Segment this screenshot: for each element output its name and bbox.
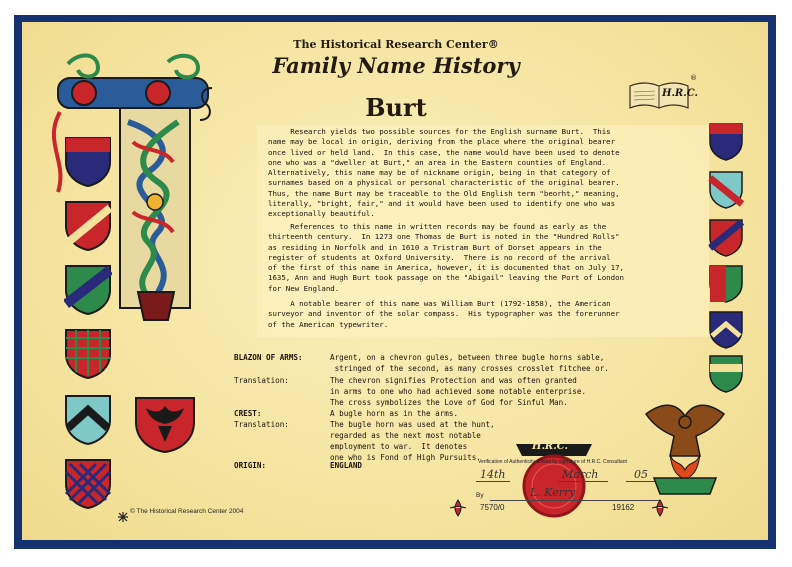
translation-crest-text: The bugle horn was used at the hunt, regarded as the next most notable employment to war. It denotes one who is Fond of High Pursuits. bbox=[330, 420, 495, 462]
date-day: 14th bbox=[480, 468, 506, 481]
history-paragraph-1: Research yields two possible sources for the English surname Burt. This name may be local in origin, deriving from the place where the original bearer once lived or held land. In this case, the name would have been used to denote one who was a "dweller at Burt," an area in the Eastern counties of England. Alternatively, this name may be of nickname origin, being in that category of surnames based on a physical or personal characteristic of the original bearer. Thus, the name Burt may be traceable to the Old English term "beorht," meaning, literally, "bright, fair," and it would have been used to identify one who was exceptionally beautiful. bbox=[268, 127, 620, 219]
scroll-ornament bbox=[196, 84, 216, 124]
signature: L. Kerry bbox=[530, 486, 576, 499]
signature-line bbox=[490, 500, 660, 501]
fleur-ornament-icon bbox=[448, 498, 468, 522]
open-book-icon bbox=[628, 74, 698, 114]
signature-by-label: By bbox=[476, 492, 484, 499]
badge-trademark: ® bbox=[690, 74, 697, 82]
heraldic-shield-icon bbox=[708, 122, 744, 166]
document-title: Family Name History bbox=[272, 53, 520, 78]
phoenix-crest-icon bbox=[132, 392, 198, 454]
date-year: 05 bbox=[634, 468, 648, 481]
date-day-line bbox=[476, 481, 510, 482]
translation-arms-text: The chevron signifies Protection and was often granted in arms to one who had achieved some notable enterprise. The cross symbolizes the Love of God for Sinful Man. bbox=[330, 376, 587, 407]
heraldic-shield-icon bbox=[708, 170, 744, 214]
certificate-number-left: 7570/0 bbox=[480, 503, 505, 512]
history-paragraph-2: References to this name in written records may be found as early as the thirteenth century. In 1273 one Thomas de Burt is noted in the "Hundred Rolls" as residing in Norfolk and in 1610 a Tristram Burt of Dorset appears in the register of students at Oxford University. There is no record of the arrival of the first of this name in America, however, it is documented that on July 17, 1635, Ann and Hugh Burt took passage on the "Abigail" leaving the Port of London for New England. bbox=[268, 222, 624, 293]
date-month-line bbox=[558, 481, 608, 482]
badge-initials: H.R.C. bbox=[662, 88, 698, 99]
date-month: March bbox=[562, 468, 599, 481]
seal-initials: H.R.C. bbox=[532, 441, 568, 452]
heraldic-shield-icon bbox=[64, 394, 112, 450]
heraldic-shield-icon bbox=[64, 458, 112, 514]
label-blazon: BLAZON OF ARMS: bbox=[234, 353, 303, 362]
label-translation-arms: Translation: bbox=[234, 376, 289, 385]
blazon-arms-text: Argent, on a chevron gules, between three bugle horns sable, stringed of the second, as many crosses crosslet fitchee or. bbox=[330, 353, 609, 373]
crest-text: A bugle horn as in the arms. bbox=[330, 409, 459, 418]
heraldic-shield-icon bbox=[708, 354, 744, 398]
heraldic-shield-icon bbox=[64, 264, 112, 320]
heraldic-shield-icon bbox=[64, 200, 112, 256]
phoenix-crest-icon bbox=[640, 396, 730, 506]
heraldic-shield-icon bbox=[708, 218, 744, 262]
verification-text: Verification of Authenticity affixed by signature of H.R.C. Consultant bbox=[478, 459, 627, 465]
surname-title: Burt bbox=[365, 93, 427, 122]
copyright-text: © The Historical Research Center 2004 bbox=[130, 508, 244, 515]
origin-text: ENGLAND bbox=[330, 461, 363, 470]
footer-mark-icon bbox=[118, 507, 128, 517]
heraldic-shield-icon bbox=[64, 328, 112, 384]
heraldic-shield-icon bbox=[708, 264, 744, 308]
heraldic-shield-icon bbox=[708, 310, 744, 354]
certificate-number-right: 19162 bbox=[612, 503, 635, 512]
label-translation-crest: Translation: bbox=[234, 420, 289, 429]
history-paragraph-3: A notable bearer of this name was William Burt (1792-1858), the American surveyor and inventor of the solar compass. His typographer was the forerunner of the American typewriter. bbox=[268, 299, 620, 329]
heraldic-shield-icon bbox=[64, 136, 112, 192]
org-name: The Historical Research Center® bbox=[293, 38, 499, 51]
label-crest: CREST: bbox=[234, 409, 262, 418]
label-origin: ORIGIN: bbox=[234, 461, 267, 470]
